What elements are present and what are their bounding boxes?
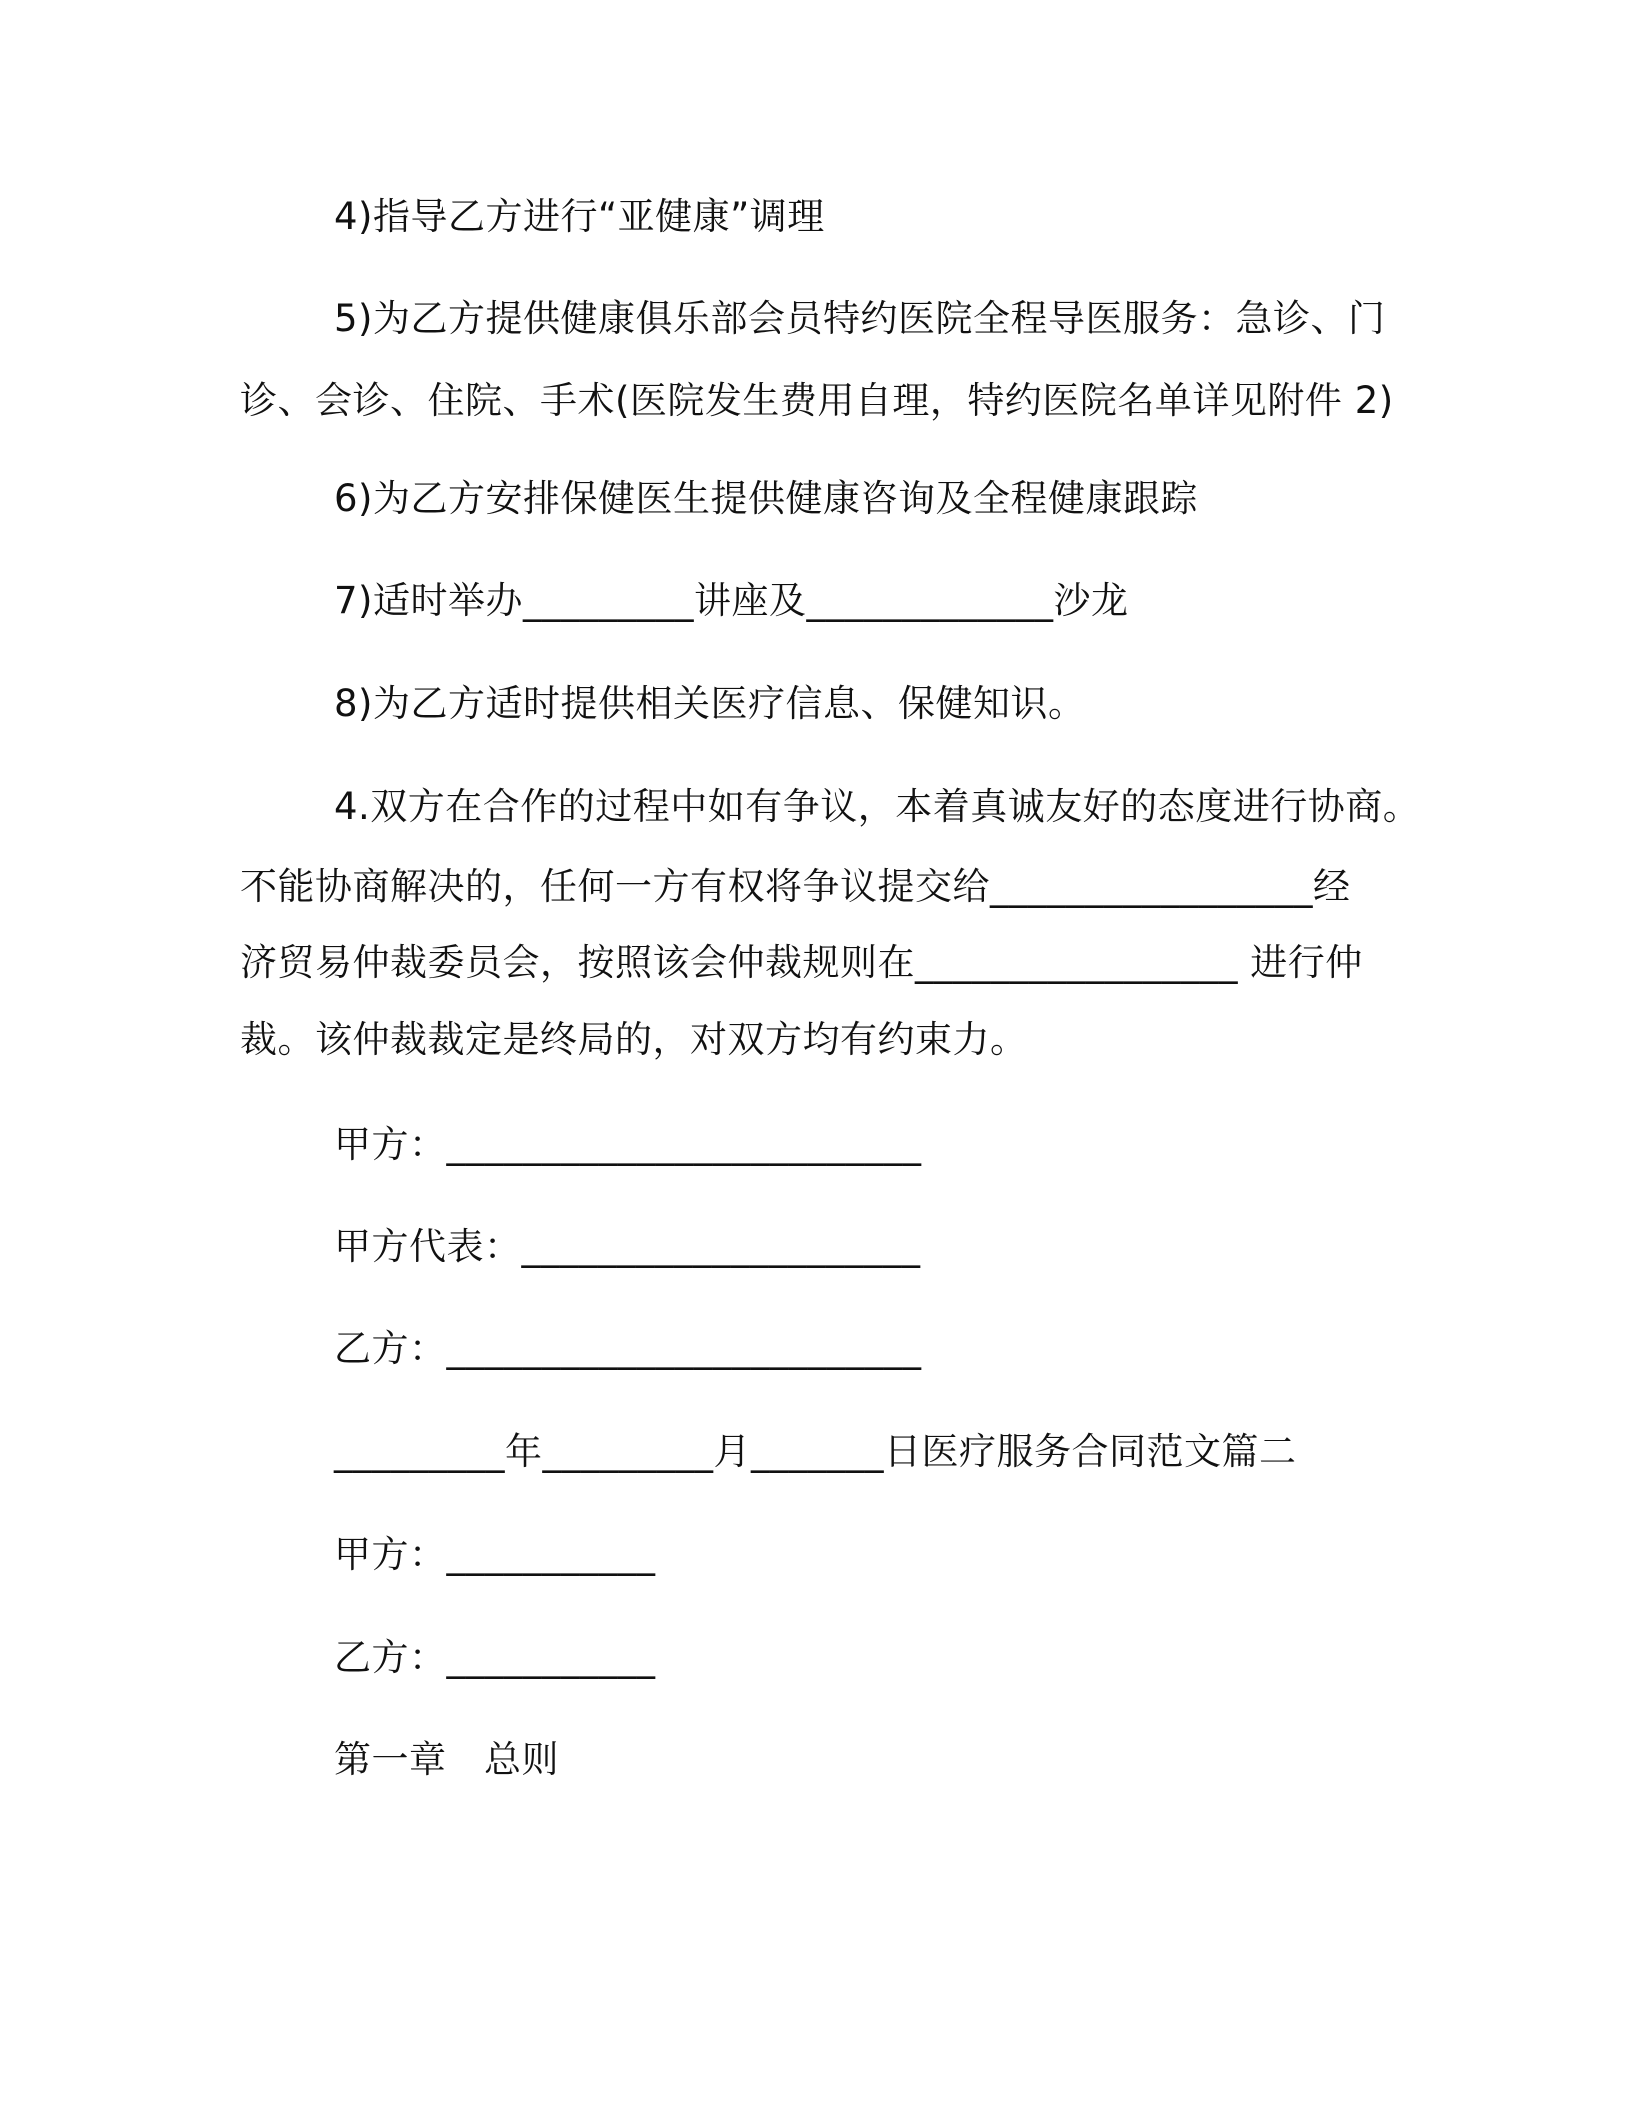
- clause-4-line-4: 裁。该仲裁裁定是终局的，对双方均有约束力。: [240, 1018, 1028, 1061]
- item-7: 7)适时举办_________讲座及_____________沙龙: [334, 579, 1129, 622]
- clause-4-line-1: 4.双方在合作的过程中如有争议，本着真诚友好的态度进行协商。: [334, 785, 1421, 828]
- item-6: 6)为乙方安排保健医生提供健康咨询及全程健康跟踪: [334, 477, 1198, 520]
- chapter-1-heading: 第一章 总则: [334, 1738, 559, 1781]
- party-a-representative: 甲方代表：_____________________: [334, 1225, 921, 1268]
- date-and-title: _________年_________月_______日医疗服务合同范文篇二: [334, 1430, 1297, 1473]
- item-8: 8)为乙方适时提供相关医疗信息、保健知识。: [334, 682, 1086, 725]
- clause-4-line-2: 不能协商解决的，任何一方有权将争议提交给_________________经: [240, 865, 1351, 908]
- item-5-line-2: 诊、会诊、住院、手术(医院发生费用自理，特约医院名单详见附件 2): [240, 379, 1394, 422]
- party-a-2: 甲方：___________: [334, 1533, 656, 1576]
- item-5-line-1: 5)为乙方提供健康俱乐部会员特约医院全程导医服务：急诊、门: [334, 297, 1386, 340]
- party-b-2: 乙方：___________: [334, 1636, 656, 1679]
- party-b-signature: 乙方：_________________________: [334, 1327, 922, 1370]
- clause-4-line-3: 济贸易仲裁委员会，按照该会仲裁规则在_________________ 进行仲: [240, 941, 1363, 984]
- party-a-signature: 甲方：_________________________: [334, 1123, 922, 1166]
- item-4: 4)指导乙方进行“亚健康”调理: [334, 195, 825, 238]
